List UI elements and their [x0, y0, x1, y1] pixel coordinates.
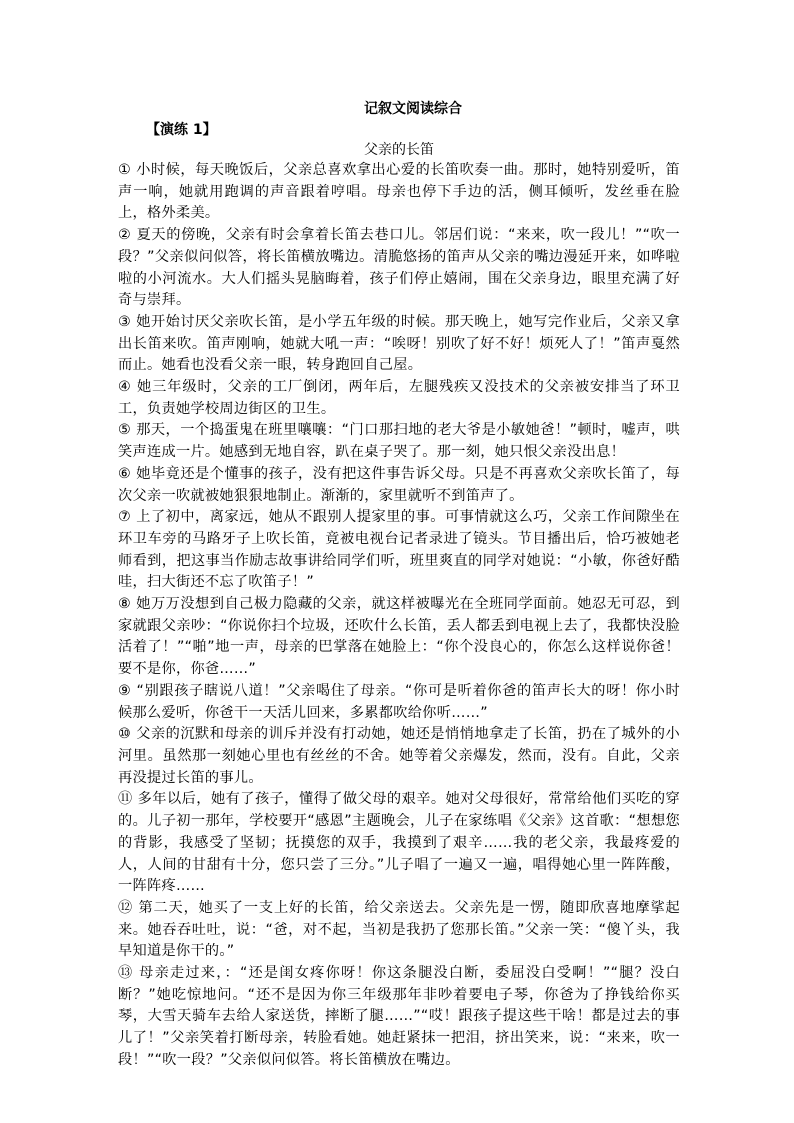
paragraph-3: ③ 她开始讨厌父亲吹长笛，是小学五年级的时候。那天晚上，她写完作业后，父亲又拿出长笛来吹。笛声刚响，她就大吼一声：“唉呀！别吹了好不好！烦死人了！”笛声戛然而止。她看也没看父亲一眼，转身跑回自己屋。 [118, 313, 680, 374]
paragraph-1: ① 小时候，每天晚饭后，父亲总喜欢拿出心爱的长笛吹奏一曲。那时，她特别爱听，笛声一响，她就用跑调的声音跟着哼唱。母亲也停下手边的活，侧耳倾听，发丝垂在脸上，格外柔美。 [118, 162, 680, 222]
paragraph-5: ⑤ 那天，一个捣蛋鬼在班里嚷嚷：“门口那扫地的老大爷是小敏她爸！”顿时，嘘声，哄笑声连成一片。她感到无地自容，趴在桌子哭了。那一刻，她只恨父亲没出息！ [118, 422, 680, 461]
story-body [118, 160, 680, 1072]
paragraph-2: ② 夏天的傍晚，父亲有时会拿着长笛去巷口儿。邻居们说：“来来，吹一段儿！”“吹一段？”父亲似问似答，将长笛横放嘴边。清脆悠扬的笛声从父亲的嘴边漫延开来，如哗啦啦的小河流水。大人们摇头晃脑晦着，孩子们停止嬉闹，围在父亲身边，眼里充满了好奇与崇拜。 [118, 227, 680, 309]
paragraph-10: ⑩ 父亲的沉默和母亲的训斥并没有打动她，她还是悄悄地拿走了长笛，扔在了城外的小河里。虽然那一刻她心里也有丝丝的不舍。她等着父亲爆发，然而，没有。自此，父亲再没提过长笛的事儿。 [118, 726, 680, 786]
paragraph-6: ⑥ 她毕竟还是个懂事的孩子，没有把这件事告诉父母。只是不再喜欢父亲吹长笛了，每次父亲一吹就被她狠狠地制止。渐渐的，家里就听不到笛声了。 [118, 465, 680, 504]
paragraph-7: ⑦ 上了初中，离家远，她从不跟别人提家里的事。可事情就这么巧，父亲工作间隙坐在环卫车旁的马路牙子上吹长笛，竟被电视台记者录进了镜头。节目播出后，恰巧被她老师看到，把这事当作励志故事讲给同学们听，班里爽直的同学对她说：“小敏，你爸好酷哇，扫大街还不忘了吹笛子！” [118, 509, 680, 591]
document-page [118, 98, 680, 1072]
section-label: 【演练 1】 [146, 122, 217, 138]
paragraph-4: ④ 她三年级时，父亲的工厂倒闭，两年后，左腿残疾又没技术的父亲被安排当了环卫工，负责她学校周边街区的卫生。 [118, 379, 680, 417]
paragraph-12: ⑫ 第二天，她买了一支上好的长笛，给父亲送去。父亲先是一愣，随即欣喜地摩挲起来。她吞吞吐吐，说：“爸，对不起，当初是我扔了您那长笛。”父亲一笑：“傻丫头，我早知道是你干的。” [118, 899, 680, 960]
story-title: 父亲的长笛 [364, 142, 434, 158]
paragraph-11: ⑪ 多年以后，她有了孩子，懂得了做父母的艰辛。她对父母很好，常常给他们买吃的穿的。儿子初一那年，学校要开“感恩”主题晚会，儿子在家练唱《父亲》这首歌：“想想您的背影，我感受了坚韧；抚摸您的双手，我摸到了艰辛……我的老父亲，我最疼爱的人，人间的甘甜有十分，您只尝了三分。”儿子唱了一遍又一遍，唱得她心里一阵阵酸，一阵阵疼…… [118, 791, 680, 895]
document-title: 记叙文阅读综合 [364, 101, 462, 117]
paragraph-8: ⑧ 她万万没想到自己极力隐藏的父亲，就这样被曝光在全班同学面前。她忍无可忍，到家就跟父亲吵：“你说你扫个垃圾，还吹什么长笛，丢人都丢到电视上去了，我都快没脸活着了！”“啪”地一声，母亲的巴掌落在她脸上：“你个没良心的，你怎么这样说你爸！要不是你，你爸……” [118, 596, 680, 678]
paragraph-9: ⑨ “别跟孩子瞎说八道！”父亲喝住了母亲。“你可是听着你爸的笛声长大的呀！你小时候那么爱听，你爸干一天活儿回来，多累都吹给你听……” [118, 682, 680, 721]
paragraph-13: ⑬ 母亲走过来，：“还是闺女疼你呀！你这条腿没白断，委屈没白受啊！”“腿？没白断？”她吃惊地问。“还不是因为你三年级那年非吵着要电子琴，你爸为了挣钱给你买琴，大雪天骑车去给人家送货，摔断了腿……”“哎！跟孩子提这些干啥！都是过去的事儿了！”父亲笑着打断母亲，转脸看她。她赶紧抹一把泪，挤出笑来，说：“来来，吹一段！”“吹一段？”父亲似问似答。将长笛横放在嘴边。 [118, 965, 680, 1068]
